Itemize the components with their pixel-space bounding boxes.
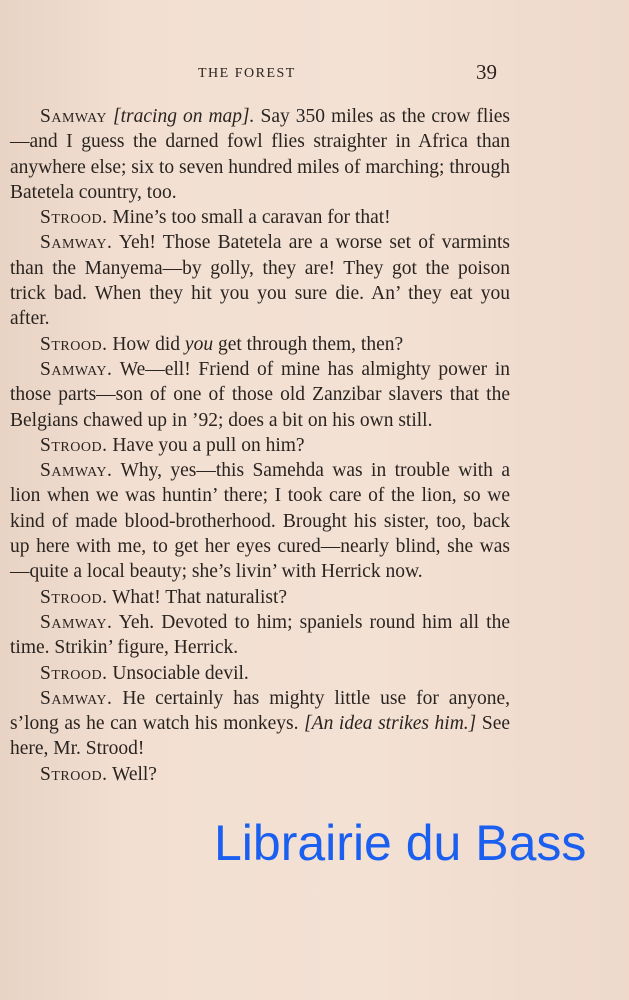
speaker-name: Samway. [40, 232, 113, 254]
speaker-name: Strood. [40, 333, 108, 355]
dialogue-paragraph [10, 762, 510, 787]
dialogue-paragraph [10, 661, 510, 686]
running-header [0, 58, 629, 88]
play-text [10, 104, 510, 787]
stage-direction: [tracing on map]. [113, 106, 255, 127]
dialogue-paragraph [10, 585, 510, 610]
dialogue-paragraph [10, 433, 510, 458]
speaker-name: Strood. [40, 763, 108, 785]
dialogue-text: Mine’s too small a caravan for that! [107, 207, 391, 229]
dialogue-paragraph [10, 357, 510, 433]
dialogue-paragraph [10, 686, 510, 762]
dialogue-text: Say 350 miles as the crow flies—and I guess the darned fowl flies straighter in Africa than anywhere else; six to seven hundred miles of marching; through Batetela country, too. [10, 106, 510, 203]
speaker-name: Strood. [40, 434, 108, 456]
speaker-name: Strood. [40, 207, 108, 229]
dialogue-text: How did [107, 333, 185, 355]
dialogue-text: Yeh. Devoted to him; spaniels round him all the time. Strikin’ figure, Herrick. [10, 611, 510, 659]
dialogue-text: Unsociable devil. [107, 662, 249, 684]
dialogue-paragraph [10, 230, 510, 331]
dialogue-text: See here, Mr. Strood! [10, 713, 511, 760]
dialogue-text: get through them, then? [213, 333, 404, 355]
speaker-name: Samway. [40, 358, 113, 380]
dialogue-text: Why, yes—this Samehda was in trouble with a lion when we was huntin’ there; I took care of the lion, so we kind of made blood-brotherhood. Brought his sister, too, back up here with me, to get her eyes cured—nearly blind, she was—quite a local beauty; she’s livin’ with Herrick now. [10, 460, 510, 583]
dialogue-paragraph [10, 332, 510, 357]
dialogue-text: Well? [107, 763, 157, 785]
watermark: Librairie du Bass [214, 815, 587, 871]
dialogue-paragraph [10, 458, 510, 584]
speaker-name: Samway. [40, 460, 113, 482]
speaker-name: Samway. [40, 611, 113, 633]
speaker-name: Strood. [40, 586, 108, 608]
running-title: THE FOREST [198, 66, 296, 81]
page-number: 39 [476, 60, 497, 84]
speaker-name: Samway [40, 106, 108, 127]
stage-direction: [An idea strikes him.] [304, 713, 477, 735]
dialogue-paragraph [10, 104, 510, 205]
dialogue-text: He certainly has mighty little use for anyone, s’long as he can watch his monkeys. [10, 687, 510, 735]
dialogue-text: What! That naturalist? [107, 586, 288, 608]
dialogue-text: Have you a pull on him? [107, 434, 305, 456]
emphasis-text: you [184, 333, 214, 355]
dialogue-paragraph [10, 610, 510, 661]
speaker-name: Strood. [40, 662, 108, 684]
speaker-name: Samway. [40, 687, 113, 709]
dialogue-text: Yeh! Those Batetela are a worse set of varmints than the Manyema—by golly, they are! They got the poison trick bad. When they hit you you sure die. An’ they eat you after. [10, 232, 510, 330]
dialogue-text: We—ell! Friend of mine has almighty power in those parts—son of one of those old Zanzibar slavers that the Belgians chawed up in ’92; does a bit on his own still. [10, 358, 510, 431]
dialogue-paragraph [10, 205, 510, 230]
